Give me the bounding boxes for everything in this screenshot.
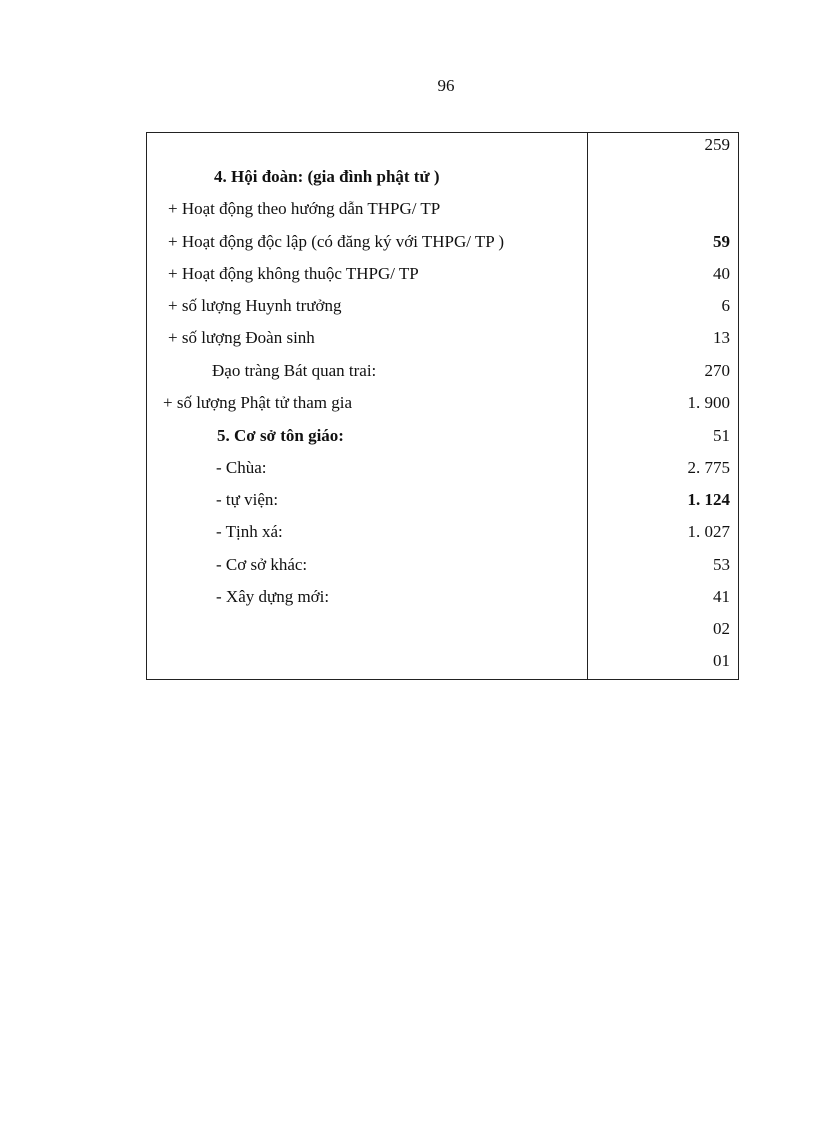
table-row	[147, 326, 738, 350]
row-value: 1. 027	[687, 522, 730, 541]
table-row	[147, 133, 738, 157]
row-value: 270	[704, 361, 730, 380]
row-value: 1. 124	[687, 490, 730, 509]
row-value: 59	[713, 232, 730, 251]
row-value: 259	[704, 135, 730, 154]
row-label: + Hoạt động theo hướng dẫn THPG/ TP	[168, 199, 441, 218]
row-label: Đạo tràng Bát quan trai:	[212, 361, 377, 380]
table-row	[147, 424, 738, 448]
table-row	[147, 520, 738, 544]
statistics-table	[146, 132, 739, 680]
row-label: + Hoạt động độc lập (có đăng ký với THPG/ TP )	[168, 232, 505, 251]
row-label: + số lượng Huynh trưởng	[168, 296, 342, 315]
row-value: 13	[713, 328, 730, 347]
table-row	[147, 391, 738, 415]
row-value: 02	[713, 619, 730, 638]
table-row	[147, 197, 738, 221]
row-label: - Tịnh xá:	[216, 522, 283, 541]
table-row	[147, 359, 738, 383]
table-row	[147, 230, 738, 254]
table-row	[147, 649, 738, 673]
row-label: - Xây dựng mới:	[216, 587, 330, 606]
row-label: - tự viện:	[216, 490, 279, 509]
table-row	[147, 294, 738, 318]
row-value: 6	[721, 296, 730, 315]
row-value: 51	[713, 426, 730, 445]
section-heading-hoi-doan: 4. Hội đoàn: (gia đình phật tử )	[214, 167, 440, 186]
row-label: + số lượng Phật tử tham gia	[163, 393, 353, 412]
row-value: 01	[713, 651, 730, 670]
row-value: 53	[713, 555, 730, 574]
row-value: 41	[713, 587, 730, 606]
row-value: 40	[713, 264, 730, 283]
table-row	[147, 262, 738, 286]
table-row	[147, 165, 738, 189]
row-label: - Cơ sở khác:	[216, 555, 308, 574]
table-row	[147, 585, 738, 609]
row-label: - Chùa:	[216, 458, 267, 477]
row-label: + số lượng Đoàn sinh	[168, 328, 315, 347]
table-row	[147, 553, 738, 577]
table-row	[147, 456, 738, 480]
row-label: + Hoạt động không thuộc THPG/ TP	[168, 264, 419, 283]
table-row	[147, 617, 738, 641]
page-number: 96	[437, 76, 455, 95]
row-value: 2. 775	[687, 458, 730, 477]
row-value: 1. 900	[687, 393, 730, 412]
table-row	[147, 488, 738, 512]
section-heading-co-so-ton-giao: 5. Cơ sở tôn giáo:	[217, 426, 344, 445]
